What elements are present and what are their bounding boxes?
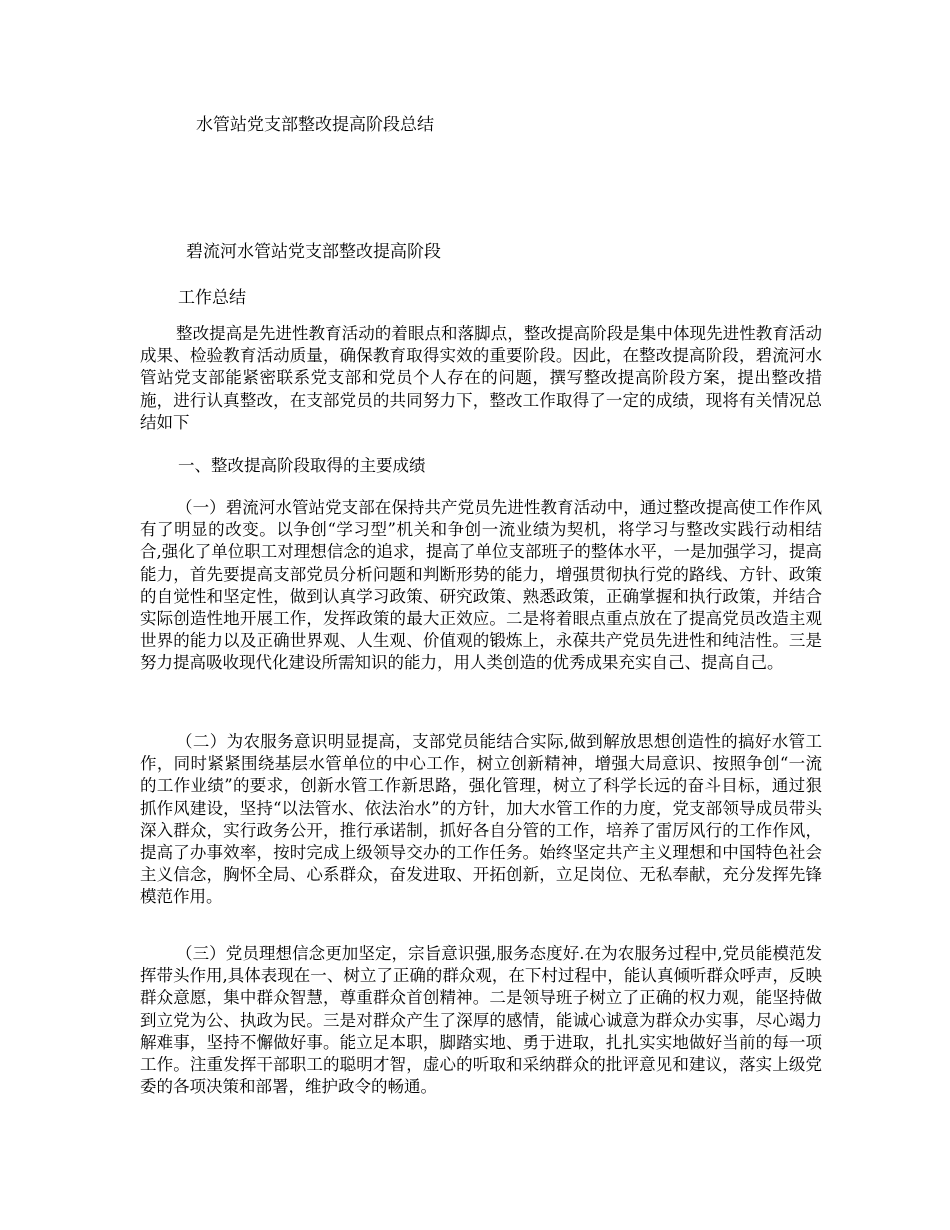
document-subtitle: 碧流河水管站党支部整改提高阶段 [186,242,441,262]
document-subtitle-line2: 工作总结 [178,288,246,308]
section-heading: 一、整改提高阶段取得的主要成绩 [178,456,426,475]
paragraph-1: （一）碧流河水管站党支部在保持共产党员先进性教育活动中，通过整改提高使工作作风有了明显的改变。以争创“学习型”机关和争创一流业绩为契机，将学习与整改实践行动相结合,强化了单位职工对理想信念的追求，提高了单位支部班子的整体水平，一是加强学习，提高能力，首先要提高支部党员分析问题和判断形势的能力，增强贯彻执行党的路线、方针、政策的自觉性和坚定性，做到认真学习政策、研究政策、熟悉政策，正确掌握和执行政策，并结合实际创造性地开展工作，发挥政策的最大正效应。二是将着眼点重点放在了提高党员改造主观世界的能力以及正确世界观、人生观、价值观的锻炼上，永葆共产党员先进性和纯洁性。三是努力提高吸收现代化建设所需知识的能力，用人类创造的优秀成果充实自己、提高自己。 [140,498,822,673]
document-title: 水管站党支部整改提高阶段总结 [196,115,434,135]
paragraph-2: （二）为农服务意识明显提高，支部党员能结合实际,做到解放思想创造性的搞好水管工作，同时紧紧围绕基层水管单位的中心工作，树立创新精神，增强大局意识、按照争创“一流的工作业绩”的要求，创新水管工作新思路，强化管理，树立了科学长远的奋斗目标，通过狠抓作风建设，坚持“以法管水、依法治水”的方针，加大水管工作的力度，党支部领导成员带头深入群众，实行政务公开，推行承诺制，抓好各自分管的工作，培养了雷厉风行的工作作风，提高了办事效率，按时完成上级领导交办的工作任务。始终坚定共产主义理想和中国特色社会主义信念，胸怀全局、心系群众，奋发进取、开拓创新，立足岗位、无私奉献，充分发挥先锋模范作用。 [140,732,822,907]
paragraph-3: （三）党员理想信念更加坚定，宗旨意识强,服务态度好.在为农服务过程中,党员能模范发挥带头作用,具体表现在一、树立了正确的群众观，在下村过程中，能认真倾听群众呼声，反映群众意愿，集中群众智慧，尊重群众首创精神。二是领导班子树立了正确的权力观，能坚持做到立党为公、执政为民。三是对群众产生了深厚的感情，能诚心诚意为群众办实事，尽心竭力解难事，坚持不懈做好事。能立足本职，脚踏实地、勇于进取，扎扎实实地做好当前的每一项工作。注重发挥干部职工的聪明才智，虚心的听取和采纳群众的批评意见和建议，落实上级党委的各项决策和部署，维护政令的畅通。 [140,944,822,1097]
intro-paragraph: 整改提高是先进性教育活动的着眼点和落脚点，整改提高阶段是集中体现先进性教育活动成果、检验教育活动质量，确保教育取得实效的重要阶段。因此，在整改提高阶段，碧流河水管站党支部能紧密联系党支部和党员个人存在的问题，撰写整改提高阶段方案，提出整改措施，进行认真整改，在支部党员的共同努力下，整改工作取得了一定的成绩，现将有关情况总结如下 [140,324,822,432]
